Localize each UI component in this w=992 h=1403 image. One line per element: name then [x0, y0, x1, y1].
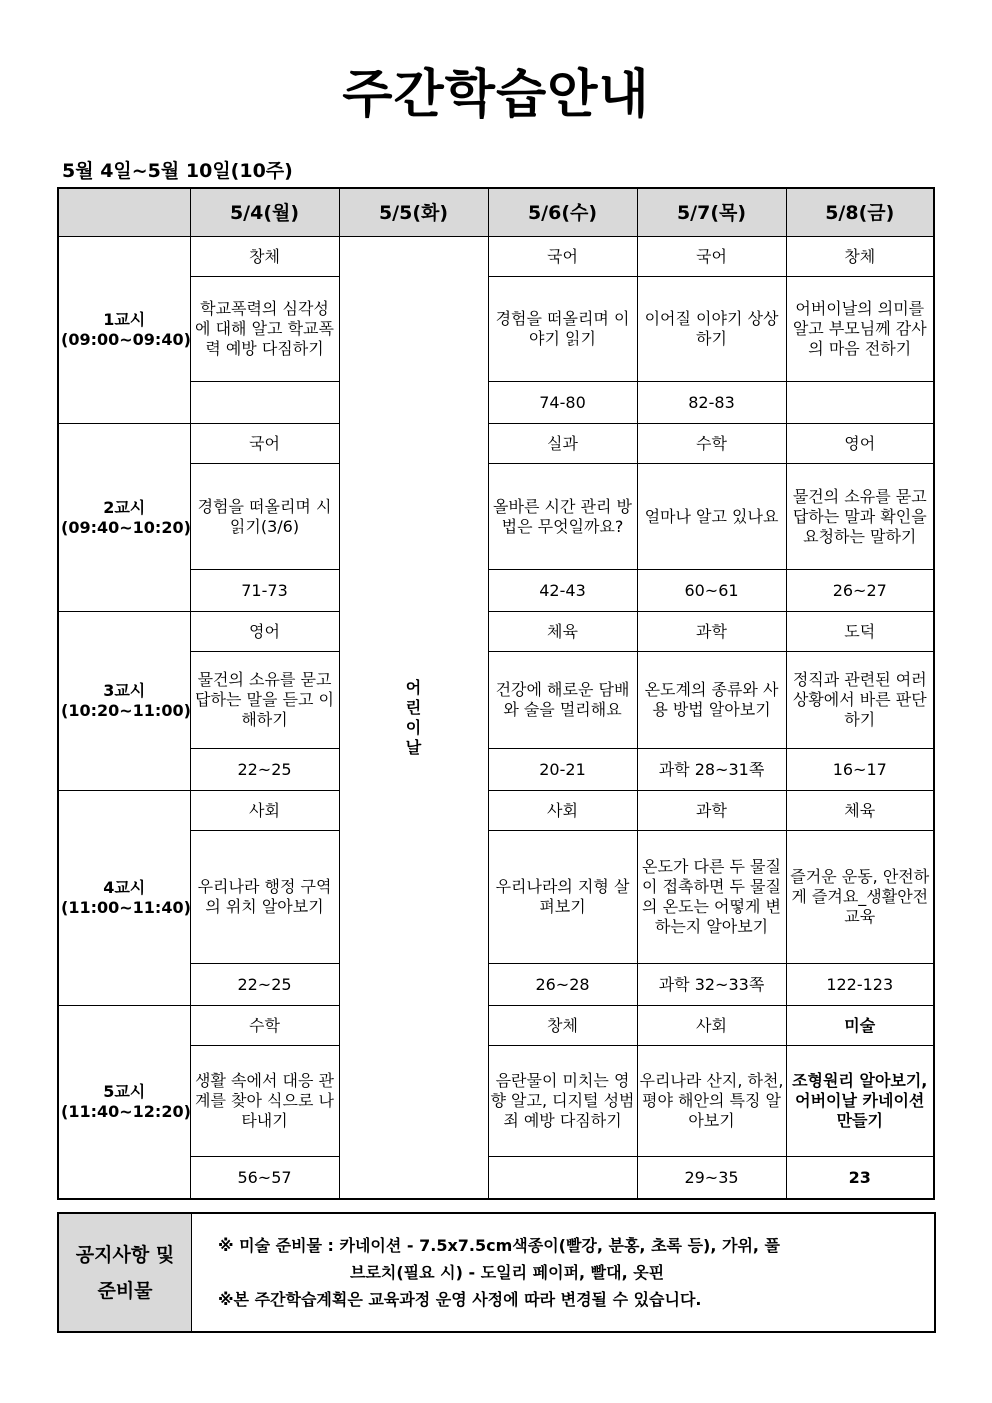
mon-p5-topic: 생활 속에서 대응 관계를 찾아 식으로 나타내기: [190, 1046, 339, 1157]
period-5-subject-row: [58, 1006, 934, 1046]
wed-p2-subject: 실과: [488, 424, 637, 464]
period-5-label: [58, 1006, 190, 1200]
notice-heading-line: 준비물: [97, 1279, 153, 1302]
thu-p2-pages: 60~61: [637, 570, 786, 612]
wed-p3-topic: 건강에 해로운 담배와 술을 멀리해요: [488, 652, 637, 749]
fri-p2-pages: 26~27: [786, 570, 934, 612]
mon-p5-pages: 56~57: [190, 1157, 339, 1200]
period-name: 2교시: [103, 497, 146, 517]
fri-p5-subject: 미술: [786, 1006, 934, 1046]
wed-p5-topic: 음란물이 미치는 영향 알고, 디지털 성범죄 예방 다짐하기: [488, 1046, 637, 1157]
fri-p1-pages: [786, 382, 934, 424]
period-name: 4교시: [103, 878, 146, 897]
thu-p3-subject: 과학: [637, 612, 786, 652]
wed-p4-topic: 우리나라의 지형 살펴보기: [488, 831, 637, 964]
thu-p3-topic: 온도계의 종류와 사용 방법 알아보기: [637, 652, 786, 749]
notice-body: [192, 1213, 936, 1332]
period-2-topic-row: [58, 464, 934, 570]
wed-p5-subject: 창체: [488, 1006, 637, 1046]
day-header-wed: 5/6(수): [488, 188, 637, 237]
period-name: 1교시: [103, 310, 146, 329]
mon-p1-topic: 학교폭력의 심각성에 대해 알고 학교폭력 예방 다짐하기: [190, 277, 339, 382]
holiday-cell: [339, 237, 488, 1200]
period-1-subject-row: [58, 237, 934, 277]
period-1-pages-row: [58, 382, 934, 424]
period-2-label: [58, 424, 190, 612]
mon-p2-pages: 71-73: [190, 570, 339, 612]
thu-p1-topic: 이어질 이야기 상상하기: [637, 277, 786, 382]
period-name: 5교시: [103, 1082, 146, 1101]
weekly-schedule-table: [57, 187, 935, 1200]
fri-p4-topic: 즐거운 운동, 안전하게 즐겨요_생활안전교육: [786, 831, 934, 964]
thu-p3-pages: 과학 28~31쪽: [637, 749, 786, 791]
period-time: (11:00~11:40): [61, 898, 191, 917]
mon-p1-subject: 창체: [190, 237, 339, 277]
period-3-label: [58, 612, 190, 791]
mon-p3-topic: 물건의 소유를 묻고 답하는 말을 듣고 이해하기: [190, 652, 339, 749]
period-5-topic-row: [58, 1046, 934, 1157]
thu-p4-topic: 온도가 다른 두 물질이 접촉하면 두 물질의 온도는 어떻게 변하는지 알아보기: [637, 831, 786, 964]
wed-p1-topic: 경험을 떠올리며 이야기 읽기: [488, 277, 637, 382]
period-1-label: [58, 237, 190, 424]
mon-p2-subject: 국어: [190, 424, 339, 464]
period-time: (10:20~11:00): [61, 701, 191, 720]
period-2-pages-row: [58, 570, 934, 612]
holiday-char: 이: [405, 717, 422, 737]
week-range: 5월 4일~5월 10일(10주): [62, 160, 293, 182]
wed-p4-pages: 26~28: [488, 964, 637, 1006]
day-header-mon: 5/4(월): [190, 188, 339, 237]
fri-p1-topic: 어버이날의 의미를 알고 부모님께 감사의 마음 전하기: [786, 277, 934, 382]
mon-p4-pages: 22~25: [190, 964, 339, 1006]
fri-p3-topic: 정직과 관련된 여러 상황에서 바른 판단하기: [786, 652, 934, 749]
thu-p1-pages: 82-83: [637, 382, 786, 424]
thu-p4-pages: 과학 32~33쪽: [637, 964, 786, 1006]
thu-p2-topic: 얼마나 알고 있나요: [637, 464, 786, 570]
fri-p1-subject: 창체: [786, 237, 934, 277]
page-title: 주간학습안내: [342, 65, 650, 125]
fri-p2-topic: 물건의 소유를 묻고 답하는 말과 확인을 요청하는 말하기: [786, 464, 934, 570]
holiday-char: 린: [405, 697, 422, 717]
day-header-thu: 5/7(목): [637, 188, 786, 237]
period-time: (09:00~09:40): [61, 330, 191, 349]
period-2-subject-row: [58, 424, 934, 464]
wed-p2-pages: 42-43: [488, 570, 637, 612]
period-1-topic-row: [58, 277, 934, 382]
period-time: (11:40~12:20): [61, 1102, 191, 1121]
wed-p2-topic: 올바른 시간 관리 방법은 무엇일까요?: [488, 464, 637, 570]
thu-p5-topic: 우리나라 산지, 하천, 평야 해안의 특징 알아보기: [637, 1046, 786, 1157]
period-4-label: [58, 791, 190, 1006]
thu-p4-subject: 과학: [637, 791, 786, 831]
notice-table: [57, 1212, 936, 1333]
fri-p3-pages: 16~17: [786, 749, 934, 791]
fri-p5-topic: 조형원리 알아보기, 어버이날 카네이션 만들기: [786, 1046, 934, 1157]
mon-p4-topic: 우리나라 행정 구역의 위치 알아보기: [190, 831, 339, 964]
mon-p4-subject: 사회: [190, 791, 339, 831]
fri-p4-pages: 122-123: [786, 964, 934, 1006]
notice-line-3: ※본 주간학습계획은 교육과정 운영 사정에 따라 변경될 수 있습니다.: [218, 1290, 702, 1309]
wed-p5-pages: [488, 1157, 637, 1200]
holiday-char: 날: [405, 737, 422, 757]
period-4-pages-row: [58, 964, 934, 1006]
day-header-row: [58, 188, 934, 237]
wed-p1-subject: 국어: [488, 237, 637, 277]
period-time: (09:40~10:20): [61, 517, 191, 537]
holiday-char: 어: [405, 677, 422, 697]
fri-p3-subject: 도덕: [786, 612, 934, 652]
thu-p1-subject: 국어: [637, 237, 786, 277]
period-4-topic-row: [58, 831, 934, 964]
period-5-pages-row: [58, 1157, 934, 1200]
fri-p2-subject: 영어: [786, 424, 934, 464]
mon-p5-subject: 수학: [190, 1006, 339, 1046]
thu-p5-subject: 사회: [637, 1006, 786, 1046]
wed-p4-subject: 사회: [488, 791, 637, 831]
mon-p3-subject: 영어: [190, 612, 339, 652]
notice-line-1: ※ 미술 준비물 : 카네이션 - 7.5x7.5cm색종이(빨강, 분홍, 초록 등), 가위, 풀: [218, 1236, 781, 1255]
wed-p3-subject: 체육: [488, 612, 637, 652]
thu-p5-pages: 29~35: [637, 1157, 786, 1200]
period-3-subject-row: [58, 612, 934, 652]
mon-p3-pages: 22~25: [190, 749, 339, 791]
thu-p2-subject: 수학: [637, 424, 786, 464]
header-corner: [58, 188, 190, 237]
notice-heading: [58, 1213, 192, 1332]
wed-p3-pages: 20-21: [488, 749, 637, 791]
wed-p1-pages: 74-80: [488, 382, 637, 424]
mon-p2-topic: 경험을 떠올리며 시 읽기(3/6): [190, 464, 339, 570]
period-3-topic-row: [58, 652, 934, 749]
fri-p4-subject: 체육: [786, 791, 934, 831]
mon-p1-pages: [190, 382, 339, 424]
day-header-fri: 5/8(금): [786, 188, 934, 237]
period-3-pages-row: [58, 749, 934, 791]
notice-line-2: 브로치(필요 시) - 도일리 페이퍼, 빨대, 옷핀: [350, 1263, 665, 1282]
period-name: 3교시: [103, 681, 146, 700]
fri-p5-pages: 23: [786, 1157, 934, 1200]
notice-heading-line: 공지사항 및: [75, 1243, 175, 1266]
day-header-tue: 5/5(화): [339, 188, 488, 237]
period-4-subject-row: [58, 791, 934, 831]
